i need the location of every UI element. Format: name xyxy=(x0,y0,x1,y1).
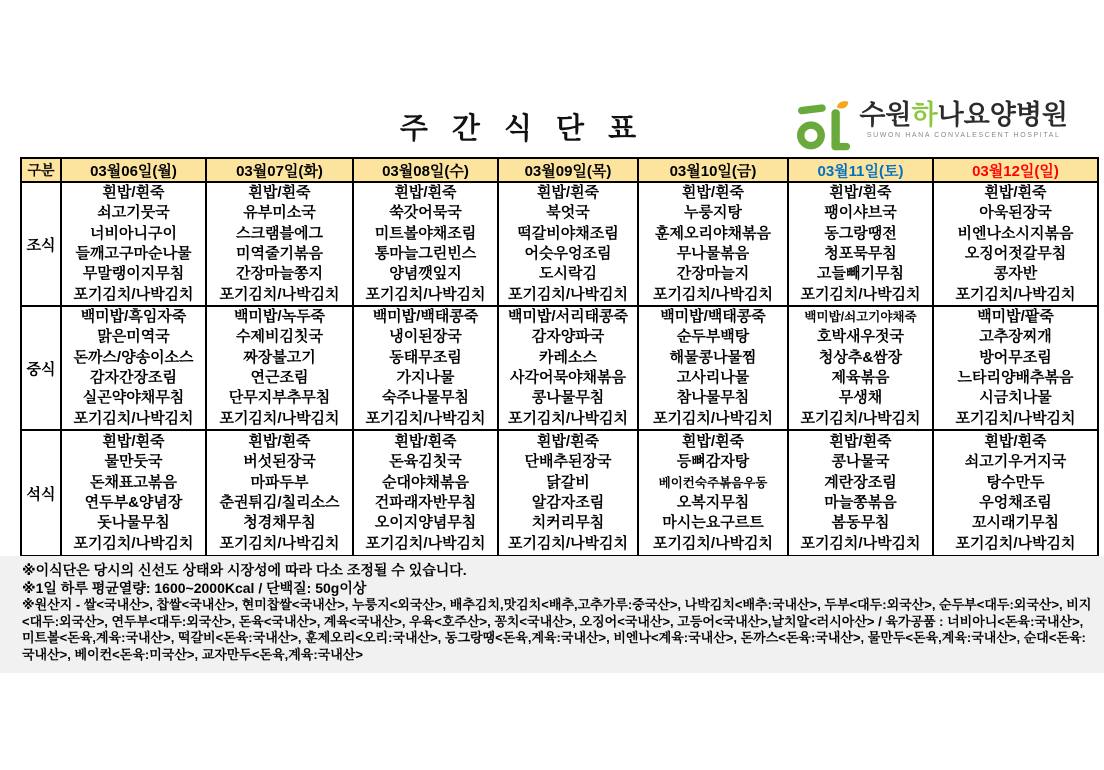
menu-item: 백미밥/녹두죽 xyxy=(233,308,326,326)
menu-item: 해물콩나물찜 xyxy=(669,348,757,366)
menu-item: 우엉채조림 xyxy=(979,494,1052,511)
menu-cell xyxy=(788,182,933,306)
meal-table xyxy=(20,157,1099,557)
menu-item: 백미밥/팥죽 xyxy=(977,308,1054,326)
menu-item: 흰밥/흰죽 xyxy=(248,184,311,202)
menu-item: 포기김치/나박김치 xyxy=(365,285,486,303)
menu-cell xyxy=(353,306,498,430)
menu-item: 흰밥/흰죽 xyxy=(681,433,745,451)
menu-item: 방어무조림 xyxy=(979,348,1052,366)
menu-item: 포기김치/나박김치 xyxy=(652,285,774,303)
day-header: 03월12일(일) xyxy=(933,158,1098,182)
menu-item: 도시락김 xyxy=(539,265,597,283)
menu-item: 아욱된장국 xyxy=(979,204,1052,222)
menu-cell xyxy=(206,182,353,306)
menu-cell xyxy=(353,430,498,556)
menu-item: 단무지부추무침 xyxy=(228,389,331,407)
menu-item: 고들빼기무침 xyxy=(817,265,904,283)
menu-item: 흰밥/흰죽 xyxy=(394,184,457,202)
menu-item: 알감자조림 xyxy=(531,494,605,511)
menu-item: 흰밥/흰죽 xyxy=(984,433,1047,451)
menu-item: 버섯된장국 xyxy=(243,453,316,471)
menu-item: 팽이샤브국 xyxy=(824,204,897,222)
menu-item: 꼬시래기무침 xyxy=(972,514,1059,532)
menu-item: 포기김치/나박김치 xyxy=(800,409,921,427)
menu-item: 고사리나물 xyxy=(676,369,750,386)
menu-item: 포기김치/나박김치 xyxy=(955,534,1076,552)
menu-item: 미역줄기볶음 xyxy=(236,245,323,262)
menu-item: 훈제오리야채볶음 xyxy=(655,224,771,242)
menu-item: 오복지무침 xyxy=(676,494,750,511)
meal-row-label: 석식 xyxy=(21,430,61,556)
logo-leaf-icon xyxy=(837,101,848,108)
menu-item: 청경채무침 xyxy=(243,514,316,532)
menu-item: 흰밥/흰죽 xyxy=(984,184,1047,202)
footnote-line: ※원산지 - 쌀<국내산>, 찹쌀<국내산>, 현미찹쌀<국내산>, 누룽지<외국산>, 배추김치,맛김치<배추,고추가루:중국산>, 나박김치<배추:국내산>, 두부<대두:외국산>, 순두부<대두:외국산>, 비지<대두:외국산>, 연두부<대두:외국산>, 돈육<국내산>, 계육<국내산>, 우육<호주산>, 꽁치<국내산>, 오징어<국내산>, 고등어<국내산>,날치알<러시아산> / 육가공품 : 너비아니<돈육:국내산>, 미트볼<돈육,계육:국내산>, 떡갈비<돈육:국내산>, 훈제오리<오리:국내산>, 동그랑땡<돈육,계육:국내산>, 비엔나<계육:국내산>, 돈까스<돈육:국내산>, 물만두<돈육,계육:국내산>, 순대<돈육:국내산>, 베이컨<돈육:미국산>, 교자만두<돈육,계육:국내산> xyxy=(22,597,1092,662)
menu-item: 유부미소국 xyxy=(243,204,316,222)
menu-item: 흰밥/흰죽 xyxy=(829,433,892,451)
corner-header: 구분 xyxy=(21,158,61,182)
hospital-name-suffix: 나요양병원 xyxy=(937,100,1068,130)
menu-cell xyxy=(61,306,206,430)
menu-item: 제육볶음 xyxy=(831,369,890,386)
day-header: 03월08일(수) xyxy=(353,158,498,182)
menu-cell xyxy=(788,306,933,430)
menu-cell xyxy=(933,182,1098,306)
menu-item: 마파두부 xyxy=(250,473,309,491)
meal-row-label: 조식 xyxy=(21,182,61,306)
menu-item: 포기김치/나박김치 xyxy=(219,534,340,552)
day-header-row xyxy=(21,158,1098,182)
menu-cell xyxy=(498,182,638,306)
hospital-name xyxy=(859,100,1068,130)
menu-item: 쑥갓어묵국 xyxy=(389,204,462,222)
menu-cell xyxy=(933,306,1098,430)
menu-item: 흰밥/흰죽 xyxy=(536,184,600,202)
menu-item: 포기김치/나박김치 xyxy=(955,409,1076,427)
menu-item: 마늘쫑볶음 xyxy=(824,494,897,511)
menu-item: 돈채표고볶음 xyxy=(90,473,177,491)
meal-row xyxy=(21,430,1098,556)
menu-item: 동태무조림 xyxy=(389,348,462,366)
menu-item: 감자간장조림 xyxy=(90,369,177,386)
menu-cell xyxy=(933,430,1098,556)
menu-cell xyxy=(206,306,353,430)
menu-item: 돗나물무침 xyxy=(97,514,170,532)
hospital-logo-text xyxy=(859,100,1068,139)
menu-item: 돈육김칫국 xyxy=(389,453,462,471)
menu-item: 연두부&양념장 xyxy=(84,494,183,511)
menu-item: 떡갈비야채조림 xyxy=(517,224,619,242)
menu-item: 냉이된장국 xyxy=(389,328,462,346)
menu-item: 순두부백탕 xyxy=(676,328,750,346)
menu-item: 숙주나물무침 xyxy=(382,389,469,407)
menu-item: 쇠고기우거지국 xyxy=(964,453,1067,471)
menu-cell xyxy=(61,182,206,306)
menu-item: 콩나물무침 xyxy=(531,389,605,407)
menu-item: 간장마늘지 xyxy=(676,265,750,283)
menu-item: 동그랑땡전 xyxy=(824,224,897,242)
hospital-logo-icon xyxy=(796,100,852,154)
menu-item: 흰밥/흰죽 xyxy=(829,184,892,202)
menu-item: 가지나물 xyxy=(396,369,455,386)
day-header: 03월10일(금) xyxy=(638,158,788,182)
menu-item: 포기김치/나박김치 xyxy=(365,534,486,552)
menu-cell xyxy=(638,430,788,556)
menu-item: 계란장조림 xyxy=(824,473,897,491)
menu-item: 닭갈비 xyxy=(546,473,590,491)
menu-cell xyxy=(638,306,788,430)
hospital-logo xyxy=(796,100,1068,154)
menu-cell xyxy=(206,430,353,556)
menu-item: 순대야채볶음 xyxy=(382,473,469,491)
menu-item: 쇠고기뭇국 xyxy=(97,204,170,222)
menu-item: 비엔나소시지볶음 xyxy=(957,224,1074,242)
menu-item: 등뼈감자탕 xyxy=(676,453,750,471)
menu-item: 스크램블에그 xyxy=(236,224,323,242)
menu-item: 포기김치/나박김치 xyxy=(507,285,629,303)
menu-item: 무나물볶음 xyxy=(676,245,750,262)
menu-item: 베이컨숙주볶음우동 xyxy=(658,475,768,490)
menu-cell xyxy=(353,182,498,306)
menu-item: 춘권튀김/칠리소스 xyxy=(219,494,340,511)
footnote-line: ※이식단은 당시의 신선도 상태와 시장성에 따라 다소 조정될 수 있습니다. xyxy=(22,562,467,578)
menu-item: 마시는요구르트 xyxy=(662,514,764,532)
menu-item: 포기김치/나박김치 xyxy=(219,285,340,303)
menu-item: 흰밥/흰죽 xyxy=(102,184,165,202)
footnote-line: ※1일 하루 평균열량: 1600~2000Kcal / 단백질: 50g이상 xyxy=(22,580,367,596)
menu-item: 포기김치/나박김치 xyxy=(652,534,774,552)
menu-item: 연근조림 xyxy=(250,369,309,386)
menu-item: 백미밥/흑임자죽 xyxy=(80,308,187,326)
menu-item: 시금치나물 xyxy=(979,389,1052,407)
menu-item: 무말랭이지무침 xyxy=(82,265,185,283)
menu-item: 건파래자반무침 xyxy=(374,494,477,511)
menu-item: 봄동무침 xyxy=(831,514,890,532)
menu-item: 누룽지탕 xyxy=(684,204,742,222)
menu-item: 포기김치/나박김치 xyxy=(219,409,340,427)
menu-item: 들깨고구마순나물 xyxy=(75,245,192,262)
menu-item: 백미밥/백태콩죽 xyxy=(660,308,766,326)
menu-item: 간장마늘쫑지 xyxy=(236,265,323,283)
menu-cell xyxy=(498,306,638,430)
menu-item: 백미밥/서리태콩죽 xyxy=(507,308,629,326)
menu-item: 실곤약야채무침 xyxy=(82,389,185,407)
menu-item: 오이지양념무침 xyxy=(374,514,477,532)
menu-item: 너비아니구이 xyxy=(90,224,177,242)
menu-item: 청상추&쌈장 xyxy=(818,348,903,366)
menu-item: 카레소스 xyxy=(539,348,597,366)
menu-item: 돈까스/양송이소스 xyxy=(73,348,194,366)
menu-item: 포기김치/나박김치 xyxy=(955,285,1076,303)
footnotes xyxy=(0,556,1104,673)
menu-item: 오징어젓갈무침 xyxy=(964,245,1067,262)
menu-item: 통마늘그린빈스 xyxy=(374,245,477,262)
menu-item: 백미밥/쇠고기야채죽 xyxy=(804,310,917,325)
menu-item: 단배추된장국 xyxy=(524,453,612,471)
page-title: 주 간 식 단 표 xyxy=(399,113,645,145)
menu-item: 맑은미역국 xyxy=(97,328,170,346)
menu-item: 미트볼야채조림 xyxy=(374,224,477,242)
menu-item: 포기김치/나박김치 xyxy=(73,409,194,427)
menu-item: 어슷우엉조림 xyxy=(524,245,612,262)
menu-item: 흰밥/흰죽 xyxy=(248,433,311,451)
menu-item: 고추장찌개 xyxy=(979,328,1052,346)
menu-item: 콩자반 xyxy=(993,265,1038,283)
menu-item: 물만둣국 xyxy=(104,453,163,471)
meal-row xyxy=(21,306,1098,430)
menu-item: 짜장불고기 xyxy=(243,348,316,366)
menu-item: 흰밥/흰죽 xyxy=(102,433,165,451)
day-header: 03월07일(화) xyxy=(206,158,353,182)
menu-item: 북엇국 xyxy=(546,204,590,222)
menu-item: 포기김치/나박김치 xyxy=(507,409,629,427)
menu-item: 호박새우젓국 xyxy=(817,328,904,346)
hospital-name-highlight: 하 xyxy=(911,100,938,130)
menu-item: 백미밥/백태콩죽 xyxy=(372,308,479,326)
menu-item: 포기김치/나박김치 xyxy=(800,534,921,552)
day-header: 03월11일(토) xyxy=(788,158,933,182)
menu-item: 느타리양배추볶음 xyxy=(957,369,1074,386)
menu-item: 청포묵무침 xyxy=(824,245,897,262)
menu-item: 양념깻잎지 xyxy=(389,265,462,283)
menu-item: 치커리무침 xyxy=(531,514,605,532)
menu-item: 포기김치/나박김치 xyxy=(73,534,194,552)
menu-item: 수제비김칫국 xyxy=(236,328,323,346)
meal-row xyxy=(21,182,1098,306)
hospital-name-english: SUWON HANA CONVALESCENT HOSPITAL xyxy=(866,132,1061,139)
menu-item: 탕수만두 xyxy=(986,473,1045,491)
menu-item: 포기김치/나박김치 xyxy=(73,285,194,303)
menu-item: 흰밥/흰죽 xyxy=(681,184,745,202)
menu-cell xyxy=(638,182,788,306)
menu-item: 감자양파국 xyxy=(531,328,605,346)
day-header: 03월06일(월) xyxy=(61,158,206,182)
hospital-name-prefix: 수원 xyxy=(859,100,912,130)
menu-item: 포기김치/나박김치 xyxy=(365,409,486,427)
menu-item: 포기김치/나박김치 xyxy=(800,285,921,303)
menu-cell xyxy=(498,430,638,556)
menu-item: 포기김치/나박김치 xyxy=(507,534,629,552)
meal-row-label: 중식 xyxy=(21,306,61,430)
menu-cell xyxy=(61,430,206,556)
menu-item: 흰밥/흰죽 xyxy=(394,433,457,451)
menu-item: 참나물무침 xyxy=(676,389,750,407)
day-header: 03월09일(목) xyxy=(498,158,638,182)
menu-item: 포기김치/나박김치 xyxy=(652,409,774,427)
menu-item: 사각어묵야채볶음 xyxy=(510,369,626,386)
menu-item: 무생채 xyxy=(838,389,883,407)
menu-item: 흰밥/흰죽 xyxy=(536,433,600,451)
menu-cell xyxy=(788,430,933,556)
menu-item: 콩나물국 xyxy=(831,453,890,471)
